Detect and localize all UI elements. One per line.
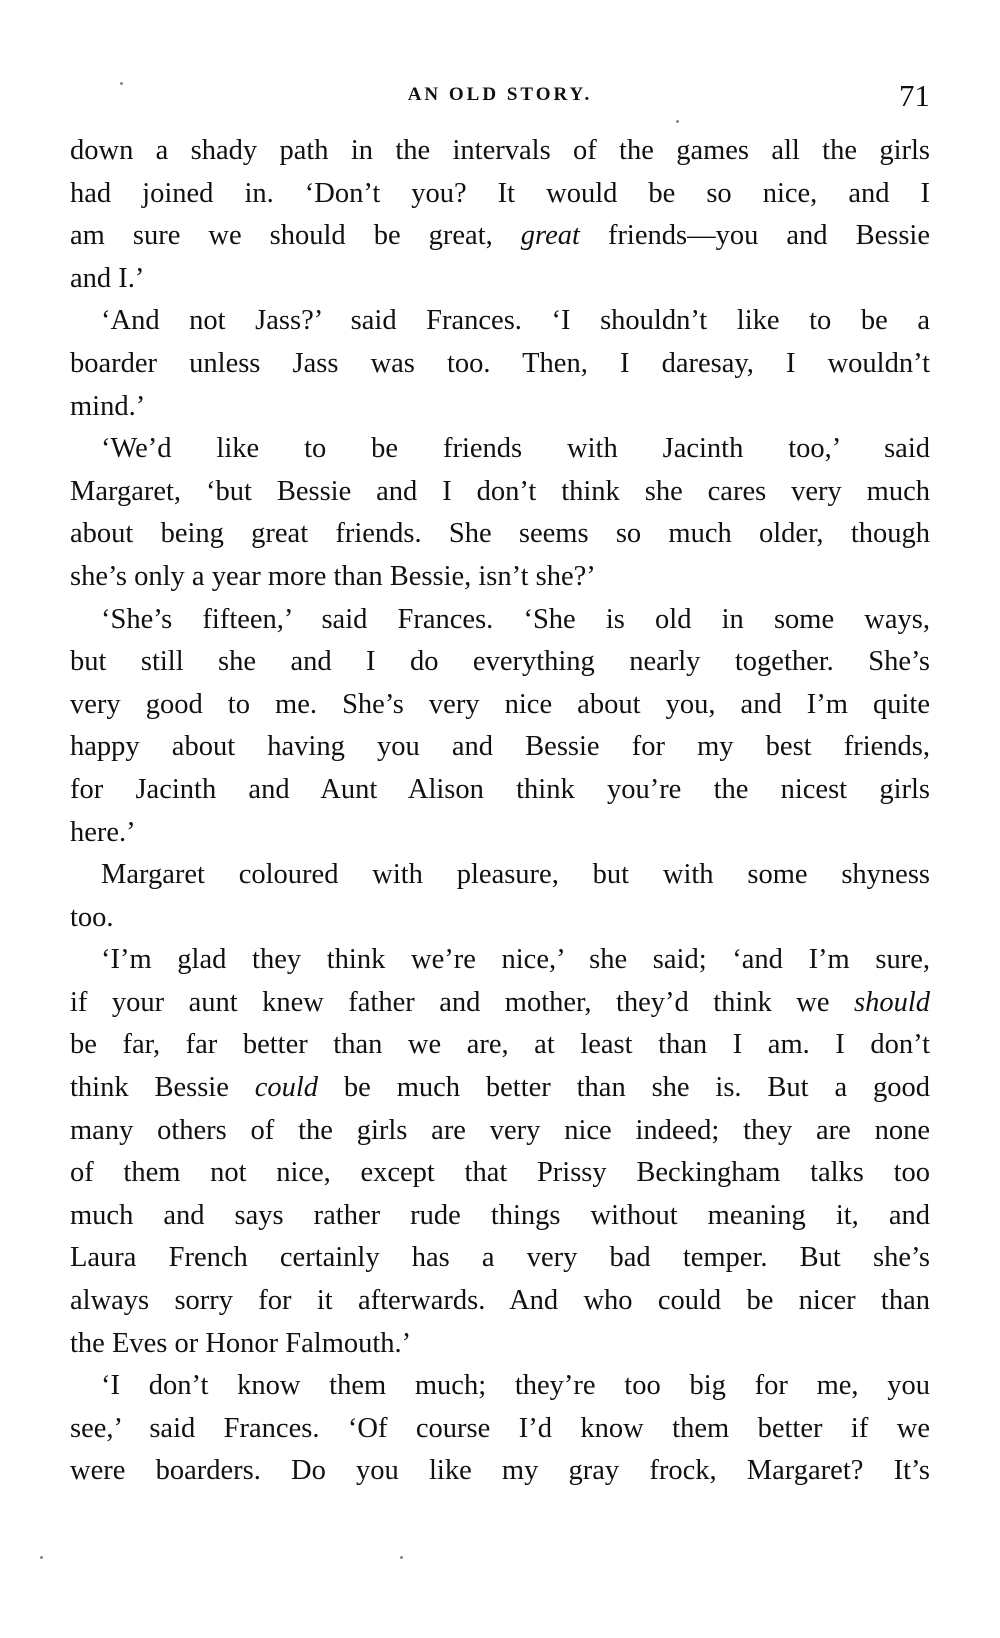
print-speck (400, 1556, 403, 1559)
italic-text: should (853, 986, 930, 1018)
text-line (70, 428, 930, 471)
text-line (70, 726, 930, 769)
text-line (70, 471, 930, 514)
text-segment: think Bessie (70, 1072, 255, 1104)
text-segment: and I.’ (70, 262, 145, 294)
text-segment: ‘We’d like to be friends with Jacinth too,’ said (101, 433, 930, 465)
text-segment: see,’ said Frances. ‘Of course I’d know them better if we (70, 1412, 930, 1444)
running-head (70, 78, 930, 118)
text-line (70, 1450, 930, 1493)
text-segment: ‘I’m glad they think we’re nice,’ she said; ‘and I’m sure, (101, 944, 930, 976)
text-segment: much and says rather rude things without meaning it, and (70, 1199, 930, 1231)
text-line (70, 982, 930, 1025)
text-segment: if your aunt knew father and mother, they’d think we (70, 986, 854, 1018)
text-segment: for Jacinth and Aunt Alison think you’re the nicest girls (70, 773, 930, 805)
text-line (70, 1365, 930, 1408)
text-line (70, 300, 930, 343)
text-line (70, 258, 930, 301)
text-line (70, 599, 930, 642)
text-line (70, 769, 930, 812)
text-line (70, 1024, 930, 1067)
text-segment: here.’ (70, 816, 136, 848)
text-segment: mind.’ (70, 390, 146, 422)
text-line (70, 1237, 930, 1280)
italic-text: could (254, 1072, 319, 1104)
text-line (70, 854, 930, 897)
running-title: AN OLD STORY. (407, 84, 593, 105)
text-segment: the Eves or Honor Falmouth.’ (70, 1327, 412, 1359)
print-speck (120, 82, 123, 85)
text-line (70, 1152, 930, 1195)
text-line (70, 897, 930, 940)
text-segment: am sure we should be great, (70, 220, 521, 252)
text-line (70, 1195, 930, 1238)
text-line (70, 556, 930, 599)
text-segment: were boarders. Do you like my gray frock, Margaret? It’s (70, 1455, 930, 1487)
text-segment: about being great friends. She seems so much older, though (70, 518, 930, 550)
text-segment: too. (70, 901, 114, 933)
text-segment: very good to me. She’s very nice about you, and I’m quite (70, 688, 930, 720)
text-line (70, 513, 930, 556)
text-line (70, 386, 930, 429)
text-segment: of them not nice, except that Prissy Beckingham talks too (70, 1157, 930, 1189)
text-line (70, 641, 930, 684)
text-segment: Laura French certainly has a very bad temper. But she’s (70, 1242, 930, 1274)
text-segment: but still she and I do everything nearly together. She’s (70, 646, 930, 678)
text-segment: be far, far better than we are, at least than I am. I don’t (70, 1029, 930, 1061)
text-line (70, 1067, 930, 1110)
text-segment: always sorry for it afterwards. And who could be nicer than (70, 1285, 930, 1317)
text-segment: be much better than she is. But a good (318, 1072, 930, 1104)
text-line (70, 1323, 930, 1366)
text-line (70, 1280, 930, 1323)
text-line (70, 173, 930, 216)
print-speck (40, 1556, 43, 1559)
text-segment: friends—you and Bessie (579, 220, 930, 252)
text-line (70, 1408, 930, 1451)
text-line (70, 343, 930, 386)
text-line (70, 684, 930, 727)
text-line (70, 130, 930, 173)
text-segment: she’s only a year more than Bessie, isn’t she?’ (70, 560, 596, 592)
text-segment: boarder unless Jass was too. Then, I daresay, I wouldn’t (70, 347, 930, 379)
print-speck (676, 120, 679, 123)
text-segment: happy about having you and Bessie for my best friends, (70, 731, 930, 763)
text-line (70, 1110, 930, 1153)
text-segment: many others of the girls are very nice indeed; they are none (70, 1114, 930, 1146)
text-line (70, 812, 930, 855)
text-segment: ‘And not Jass?’ said Frances. ‘I shouldn’t like to be a (101, 305, 930, 337)
italic-text: great (520, 220, 580, 252)
body-text (70, 130, 930, 1493)
text-segment: down a shady path in the intervals of the games all the girls (70, 135, 930, 166)
text-segment: had joined in. ‘Don’t you? It would be so nice, and I (70, 177, 930, 209)
text-line (70, 939, 930, 982)
page-number: 71 (899, 78, 930, 113)
text-segment: ‘She’s fifteen,’ said Frances. ‘She is old in some ways, (101, 603, 930, 635)
text-segment: Margaret, ‘but Bessie and I don’t think she cares very much (70, 475, 930, 507)
text-segment: ‘I don’t know them much; they’re too big for me, you (101, 1370, 930, 1402)
text-segment: Margaret coloured with pleasure, but with some shyness (101, 859, 930, 891)
text-line (70, 215, 930, 258)
